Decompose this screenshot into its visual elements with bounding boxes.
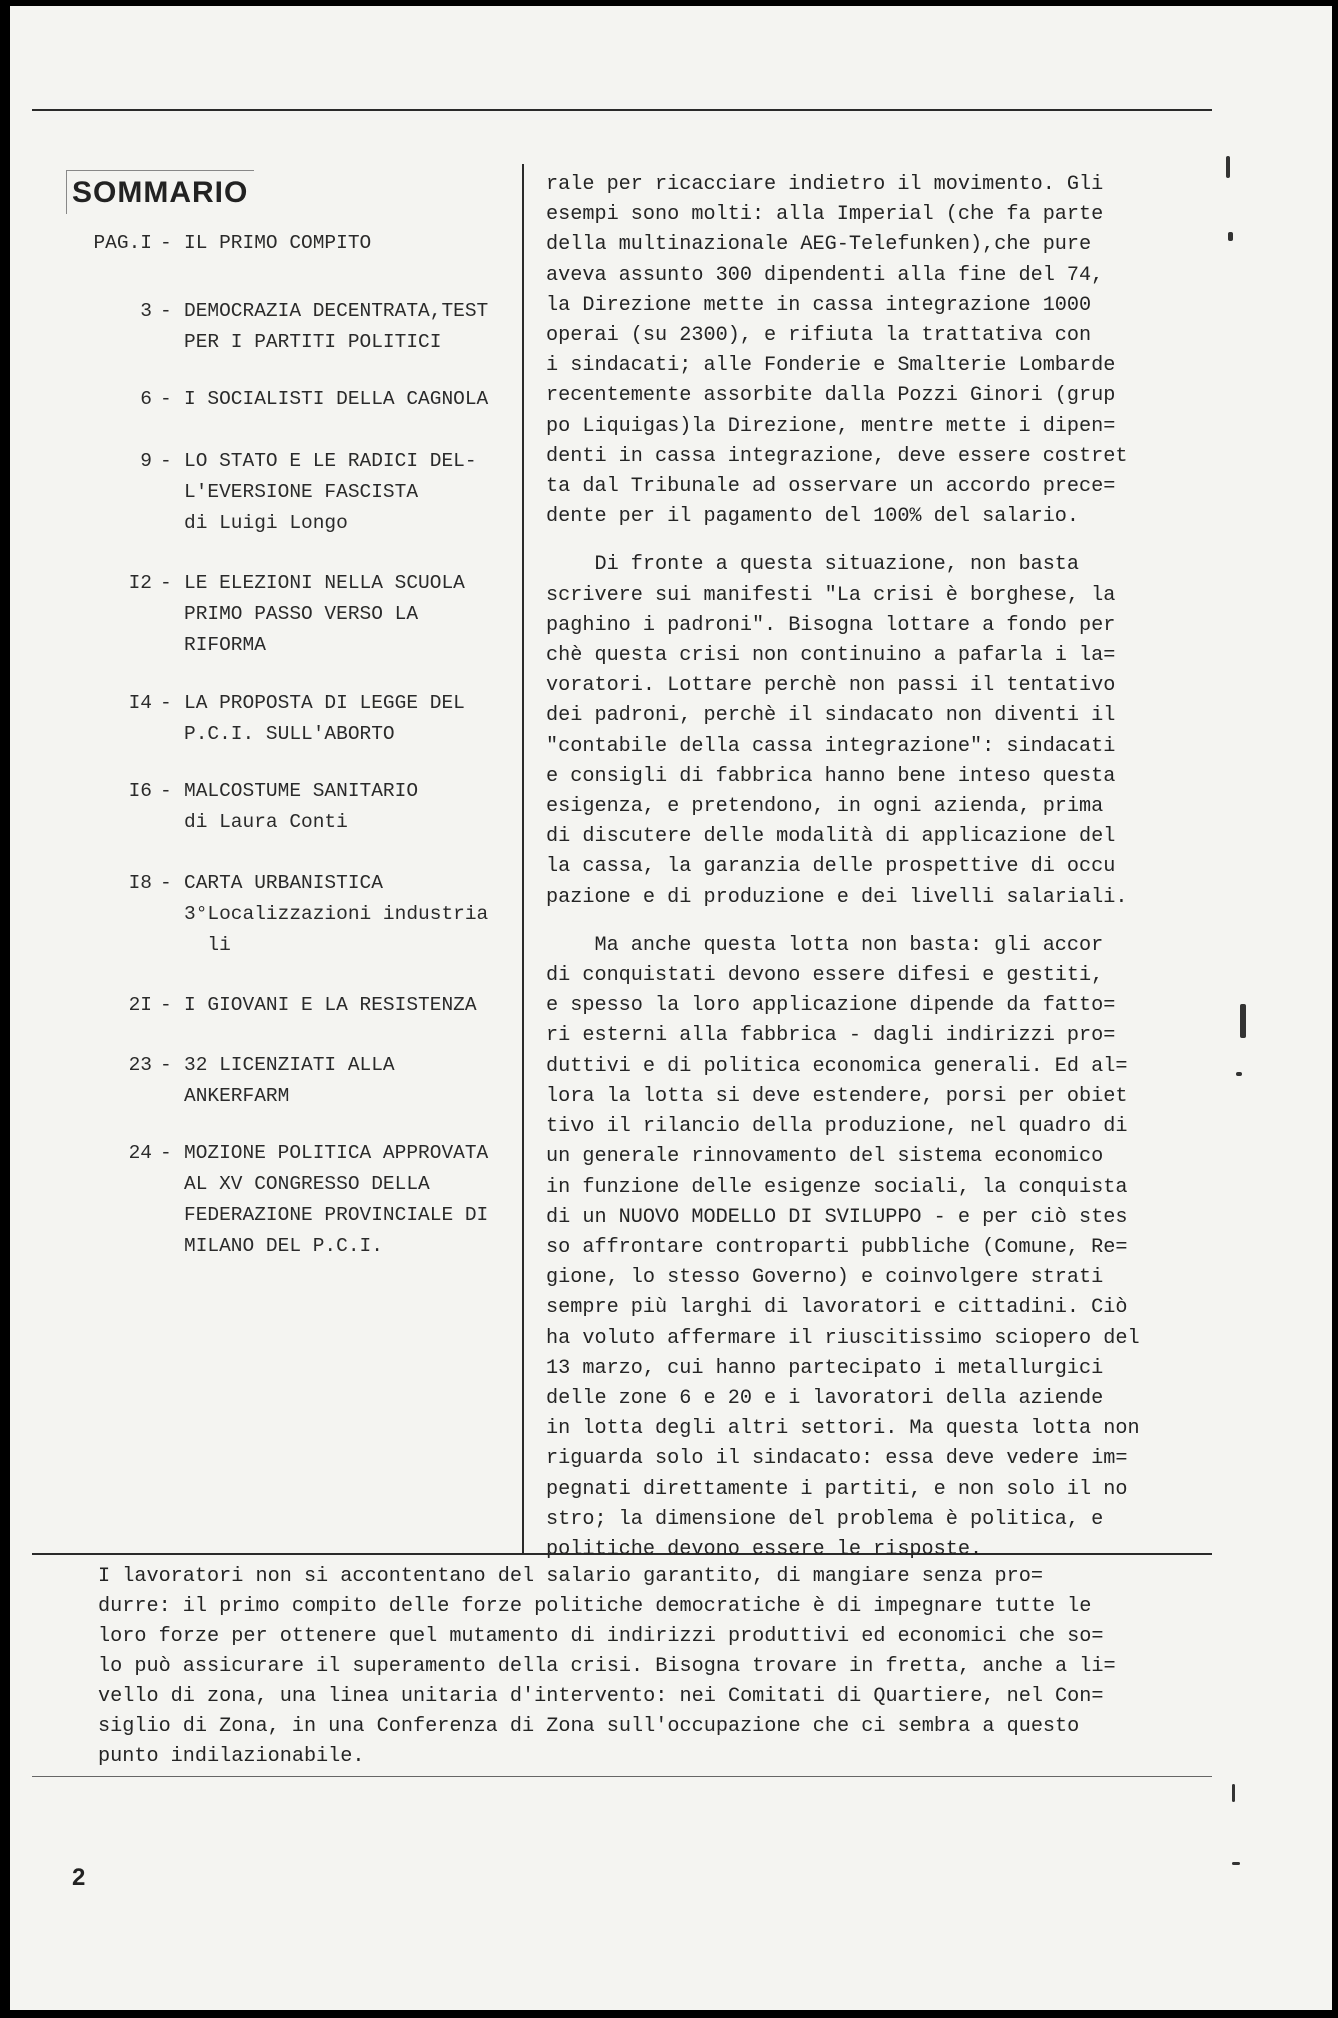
toc-page-number: 6	[140, 388, 152, 410]
toc-page-number: I6	[128, 780, 152, 802]
top-divider	[32, 109, 1212, 111]
margin-mark	[1240, 1004, 1246, 1038]
toc-title: CARTA URBANISTICA 3°Localizzazioni industria li	[184, 872, 489, 956]
margin-mark	[1236, 1072, 1242, 1076]
toc-dash: -	[160, 872, 172, 894]
toc-title: LO STATO E LE RADICI DEL- L'EVERSIONE FASCISTA di Luigi Longo	[184, 450, 477, 534]
toc-dash: -	[160, 1142, 172, 1164]
toc-title: MOZIONE POLITICA APPROVATA AL XV CONGRESSO DELLA FEDERAZIONE PROVINCIALE DI MILANO DEL P.C.I.	[184, 1142, 489, 1257]
toc-title: LA PROPOSTA DI LEGGE DEL P.C.I. SULL'ABORTO	[184, 692, 465, 745]
closing-paragraph	[98, 1562, 1208, 1772]
sidebar-divider	[522, 164, 524, 1553]
toc-title: IL PRIMO COMPITO	[184, 232, 372, 254]
toc-dash: -	[160, 994, 172, 1016]
article-paragraph: Di fronte a questa situazione, non basta scrivere sui manifesti "La crisi è borghese, la paghino i padroni". Bisogna lottare a fondo per chè questa crisi non continuino a pafarla i la= voratori. Lottare perchè non passi il tentativo dei padroni, perchè il sindacato non diventi il "contabile della cassa integrazione": sindacati e consigli di fabbrica hanno bene inteso questa esigenza, e pretendono, in ogni azienda, prima di discutere delle modalità di applicazione del la cassa, la garanzia delle prospettive di occu pazione e di produzione e dei livelli salariali.	[546, 553, 1128, 909]
closing-paragraph-text: I lavoratori non si accontentano del salario garantito, di mangiare senza pro= durre: il primo compito delle forze politiche democratiche è di impegnare tutte le loro forze per ottenere quel mutamento di indirizzi produttivi ed economici che so= lo può assicurare il superamento della crisi. Bisogna trovare in fretta, anche a li= vello di zona, una linea unitaria d'intervento: nei Comitati di Quartiere, nel Con= siglio di Zona, in una Conferenza di Zona sull'occupazione che ci sembra a questo punto indilazionabile.	[98, 1565, 1116, 1768]
toc-page-number: 23	[128, 1054, 152, 1076]
toc-page-number: I2	[128, 572, 152, 594]
toc-dash: -	[160, 572, 172, 594]
toc-dash: -	[160, 450, 172, 472]
margin-mark	[1232, 1862, 1240, 1865]
page-number: 2	[72, 1864, 86, 1891]
article-paragraph: Ma anche questa lotta non basta: gli accor di conquistati devono essere difesi e gestiti, e spesso la loro applicazione dipende da fatto= ri esterni alla fabbrica - dagli indirizzi pro= duttivi e di politica economica generali. Ed al= lora la lotta si deve estendere, porsi per obiet tivo il rilancio della produzione, nel quadro di un generale rinnovamento del sistema economico in funzione delle esigenze sociali, la conquista di un NUOVO MODELLO DI SVILUPPO - e per ciò stes so affrontare controparti pubbliche (Comune, Re= gione, lo stesso Governo) e coinvolgere strati sempre più larghi di lavoratori e cittadini. Ciò ha voluto affermare il riuscitissimo sciopero del 13 marzo, cui hanno partecipato i metallurgici delle zone 6 e 20 e i lavoratori della aziende in lotta degli altri settori. Ma questa lotta non riguarda solo il sindacato: essa deve vedere im= pegnati direttamente i partiti, e non solo il no stro; la dimensione del problema è politica, e politiche devono essere le risposte.	[546, 933, 1140, 1561]
toc-page-number: 9	[140, 450, 152, 472]
margin-mark	[1228, 232, 1233, 241]
toc-title: LE ELEZIONI NELLA SCUOLA PRIMO PASSO VERSO LA RIFORMA	[184, 572, 465, 656]
toc-title: I SOCIALISTI DELLA CAGNOLA	[184, 388, 489, 410]
bottom-divider	[32, 1776, 1212, 1777]
article-paragraph: rale per ricacciare indietro il movimento. Gli esempi sono molti: alla Imperial (che fa parte della multinazionale AEG-Telefunken),che pure aveva assunto 300 dipendenti alla fine del 74, la Direzione mette in cassa integrazione 1000 operai (su 2300), e rifiuta la trattativa con i sindacati; alle Fonderie e Smalterie Lombarde recentemente assorbite dalla Pozzi Ginori (grup po Liquigas)la Direzione, mentre mette i dipen= denti in cassa integrazione, deve essere costret ta dal Tribunale ad osservare un accordo prece= dente per il pagamento del 100% del salario.	[546, 173, 1128, 529]
margin-mark	[1226, 156, 1230, 178]
sommario-title: SOMMARIO	[72, 176, 249, 209]
toc-title: DEMOCRAZIA DECENTRATA,TEST PER I PARTITI POLITICI	[184, 300, 489, 353]
toc-page-number: 2I	[128, 994, 152, 1016]
document-page	[10, 6, 1332, 2010]
margin-mark	[1232, 1784, 1235, 1802]
toc-dash: -	[160, 692, 172, 714]
toc-title: I GIOVANI E LA RESISTENZA	[184, 994, 477, 1016]
toc-page-number: 3	[140, 300, 152, 322]
toc-dash: -	[160, 780, 172, 802]
toc-dash: -	[160, 388, 172, 410]
toc-page-number: I4	[128, 692, 152, 714]
toc-page-number: I8	[128, 872, 152, 894]
article-column	[546, 170, 1216, 1565]
toc-page-number: 24	[128, 1142, 152, 1164]
toc-title: MALCOSTUME SANITARIO di Laura Conti	[184, 780, 419, 833]
toc-page-number: PAG.I	[93, 232, 152, 254]
toc-dash: -	[160, 300, 172, 322]
toc-title: 32 LICENZIATI ALLA ANKERFARM	[184, 1054, 395, 1107]
toc-dash: -	[160, 232, 172, 254]
toc-dash: -	[160, 1054, 172, 1076]
